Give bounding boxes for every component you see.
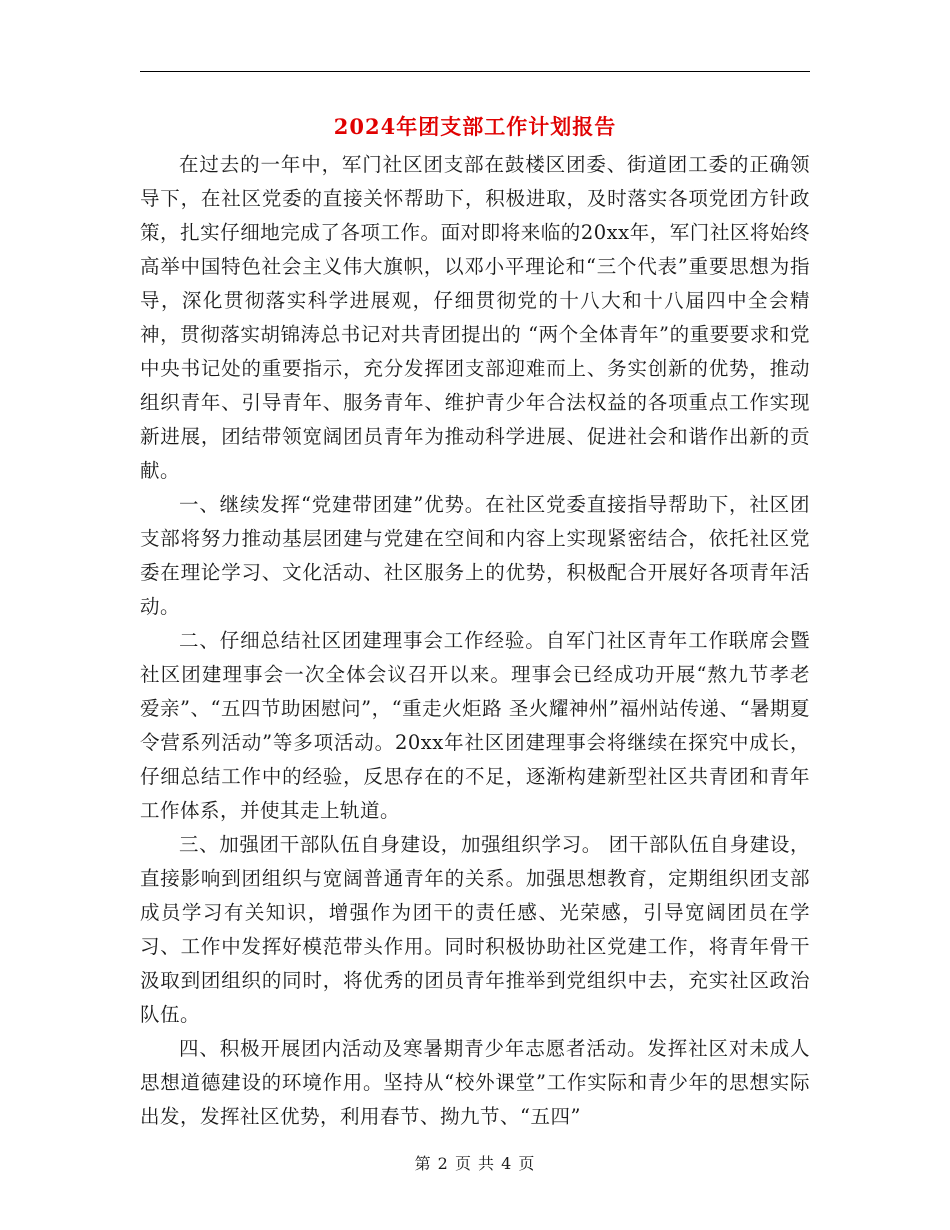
document-title: 2024年团支部工作计划报告 bbox=[333, 114, 617, 139]
paragraph-section-2: 二、仔细总结社区团建理事会工作经验。自军门社区青年工作联席会暨社区团建理事会一次全体会议召开以来。理事会已经成功开展“熬九节孝老爱亲”、“五四节助困慰问”，“重走火炬路 圣火耀神州”福州站传递、“暑期夏令营系列活动”等多项活动。20xx年社区团建理事会将继续在探究中成长，仔细总结工作中的经验，反思存在的不足，逐渐构建新型社区共青团和青年工作体系，并使其走上轨道。 bbox=[140, 629, 810, 822]
page-footer: 第 2 页 共 4 页 bbox=[414, 1154, 536, 1173]
paragraph-section-4: 四、积极开展团内活动及寒暑期青少年志愿者活动。发挥社区对未成人思想道德建设的环境作用。坚持从“校外课堂”工作实际和青少年的思想实际出发，发挥社区优势，利用春节、拗九节、“五四” bbox=[140, 1037, 810, 1128]
paragraph-section-3: 三、加强团干部队伍自身建设，加强组织学习。 团干部队伍自身建设，直接影响到团组织与宽阔普通青年的关系。加强思想教育，定期组织团支部成员学习有关知识，增强作为团干的责任感、光荣感，引导宽阔团员在学习、工作中发挥好模范带头作用。同时积极协助社区党建工作，将青年骨干汲取到团组织的同时，将优秀的团员青年推举到党组织中去，充实社区政治队伍。 bbox=[140, 833, 810, 1026]
header-rule bbox=[140, 71, 810, 72]
paragraph-intro: 在过去的一年中，军门社区团支部在鼓楼区团委、街道团工委的正确领导下，在社区党委的直接关怀帮助下，积极进取，及时落实各项党团方针政策，扎实仔细地完成了各项工作。面对即将来临的20xx年，军门社区将始终高举中国特色社会主义伟大旗帜，以邓小平理论和“三个代表”重要思想为指导，深化贯彻落实科学进展观，仔细贯彻党的十八大和十八届四中全会精神，贯彻落实胡锦涛总书记对共青团提出的 “两个全体青年”的重要要求和党中央书记处的重要指示，充分发挥团支部迎难而上、务实创新的优势，推动组织青年、引导青年、服务青年、维护青少年合法权益的各项重点工作实现新进展，团结带领宽阔团员青年为推动科学进展、促进社会和谐作出新的贡献。 bbox=[140, 153, 810, 482]
document-body bbox=[140, 148, 810, 1134]
paragraph-section-1: 一、继续发挥“党建带团建”优势。在社区党委直接指导帮助下，社区团支部将努力推动基层团建与党建在空间和内容上实现紧密结合，依托社区党委在理论学习、文化活动、社区服务上的优势，积极配合开展好各项青年活动。 bbox=[140, 493, 810, 618]
